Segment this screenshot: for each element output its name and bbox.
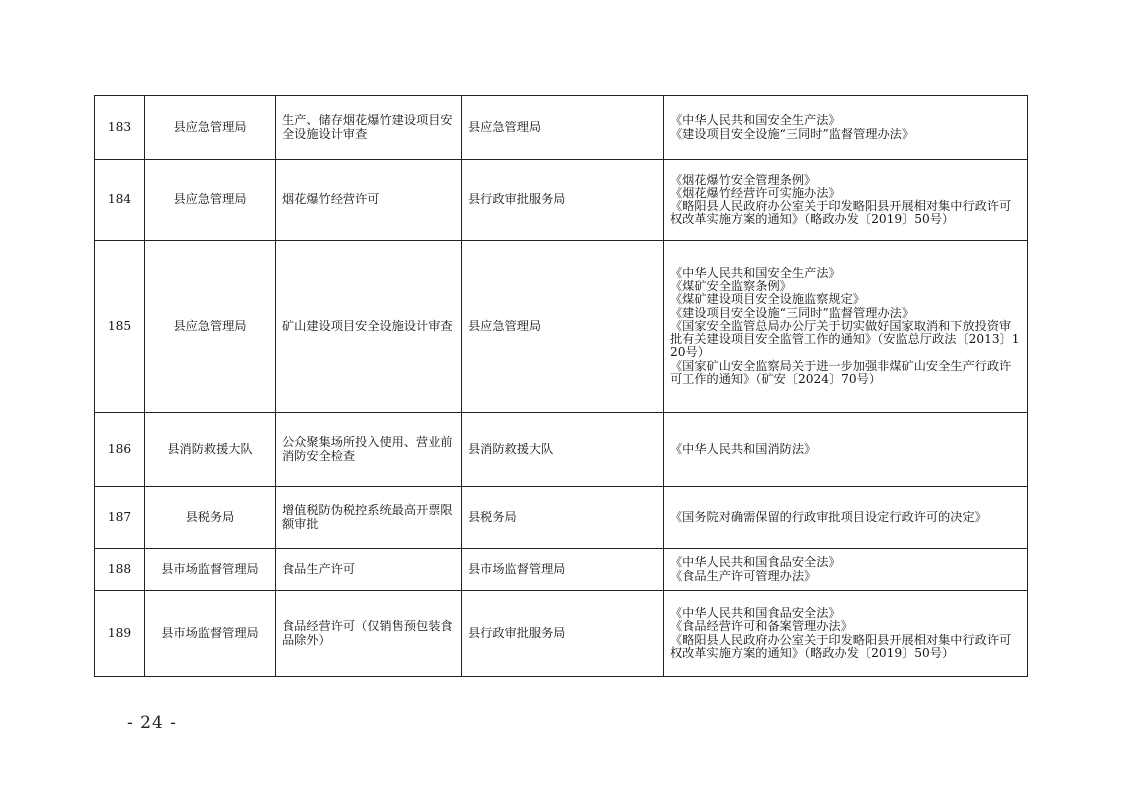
legal-basis-line: 《国务院对确需保留的行政审批项目设定行政许可的决定》	[670, 509, 987, 524]
legal-basis-line: 《建设项目安全设施“三同时”监督管理办法》	[670, 305, 915, 320]
department-cell: 县应急管理局	[145, 241, 276, 413]
legal-basis-line: 《建设项目安全设施“三同时”监督管理办法》	[670, 126, 915, 141]
implementing-agency-cell: 县应急管理局	[462, 96, 664, 160]
row-number: 189	[95, 591, 145, 677]
table-row	[95, 241, 1028, 413]
department-cell: 县税务局	[145, 487, 276, 549]
department-cell: 县应急管理局	[145, 160, 276, 241]
department-cell: 县市场监督管理局	[145, 591, 276, 677]
implementing-agency-cell: 县行政审批服务局	[462, 160, 664, 241]
legal-basis-line: 《中华人民共和国安全生产法》	[670, 266, 841, 281]
legal-basis-line: 《国家矿山安全监察局关于进一步加强非煤矿山安全生产行政许可工作的通知》（矿安〔2024〕70号）	[670, 358, 1012, 386]
legal-basis-cell	[664, 241, 1028, 413]
permit-table-body	[95, 96, 1028, 677]
legal-basis-cell	[664, 413, 1028, 487]
implementing-agency-cell: 县市场监督管理局	[462, 549, 664, 591]
row-number: 186	[95, 413, 145, 487]
row-number: 183	[95, 96, 145, 160]
legal-basis-line: 《略阳县人民政府办公室关于印发略阳县开展相对集中行政许可权改革实施方案的通知》（略政办发〔2019〕50号）	[670, 632, 1012, 660]
table-row	[95, 549, 1028, 591]
legal-basis-line: 《中华人民共和国食品安全法》	[670, 555, 841, 570]
implementing-agency-cell: 县税务局	[462, 487, 664, 549]
page-number: - 24 -	[127, 713, 177, 733]
legal-basis-line: 《烟花爆竹经营许可实施办法》	[670, 185, 841, 200]
department-cell: 县消防救援大队	[145, 413, 276, 487]
table-row	[95, 487, 1028, 549]
row-number: 185	[95, 241, 145, 413]
row-number: 188	[95, 549, 145, 591]
legal-basis-line: 《食品生产许可管理办法》	[670, 568, 817, 583]
row-number: 184	[95, 160, 145, 241]
implementing-agency-cell: 县消防救援大队	[462, 413, 664, 487]
legal-basis-line: 《煤矿安全监察条例》	[670, 279, 792, 294]
permit-item-cell: 食品经营许可（仅销售预包装食品除外）	[276, 591, 462, 677]
legal-basis-cell	[664, 549, 1028, 591]
legal-basis-line: 《食品经营许可和备案管理办法》	[670, 619, 853, 634]
row-number: 187	[95, 487, 145, 549]
legal-basis-line: 《烟花爆竹安全管理条例》	[670, 172, 817, 187]
legal-basis-line: 《中华人民共和国食品安全法》	[670, 606, 841, 621]
permit-item-cell: 增值税防伪税控系统最高开票限额审批	[276, 487, 462, 549]
legal-basis-cell	[664, 487, 1028, 549]
permit-item-cell: 矿山建设项目安全设施设计审查	[276, 241, 462, 413]
legal-basis-line: 《略阳县人民政府办公室关于印发略阳县开展相对集中行政许可权改革实施方案的通知》（略政办发〔2019〕50号）	[670, 199, 1012, 227]
table-row	[95, 96, 1028, 160]
department-cell: 县市场监督管理局	[145, 549, 276, 591]
legal-basis-cell	[664, 160, 1028, 241]
implementing-agency-cell: 县应急管理局	[462, 241, 664, 413]
table-row	[95, 160, 1028, 241]
legal-basis-cell	[664, 96, 1028, 160]
permit-table	[94, 95, 1028, 677]
legal-basis-line: 《煤矿建设项目安全设施监察规定》	[670, 292, 865, 307]
permit-item-cell: 烟花爆竹经营许可	[276, 160, 462, 241]
permit-item-cell: 公众聚集场所投入使用、营业前消防安全检查	[276, 413, 462, 487]
implementing-agency-cell: 县行政审批服务局	[462, 591, 664, 677]
department-cell: 县应急管理局	[145, 96, 276, 160]
legal-basis-line: 《中华人民共和国安全生产法》	[670, 113, 841, 128]
permit-item-cell: 生产、储存烟花爆竹建设项目安全设施设计审查	[276, 96, 462, 160]
table-row	[95, 413, 1028, 487]
permit-item-cell: 食品生产许可	[276, 549, 462, 591]
legal-basis-cell	[664, 591, 1028, 677]
legal-basis-line: 《国家安全监管总局办公厅关于切实做好国家取消和下放投资审批有关建设项目安全监管工作的通知》（安监总厅政法〔2013〕120号）	[670, 318, 1020, 360]
legal-basis-line: 《中华人民共和国消防法》	[670, 441, 817, 456]
table-row	[95, 591, 1028, 677]
